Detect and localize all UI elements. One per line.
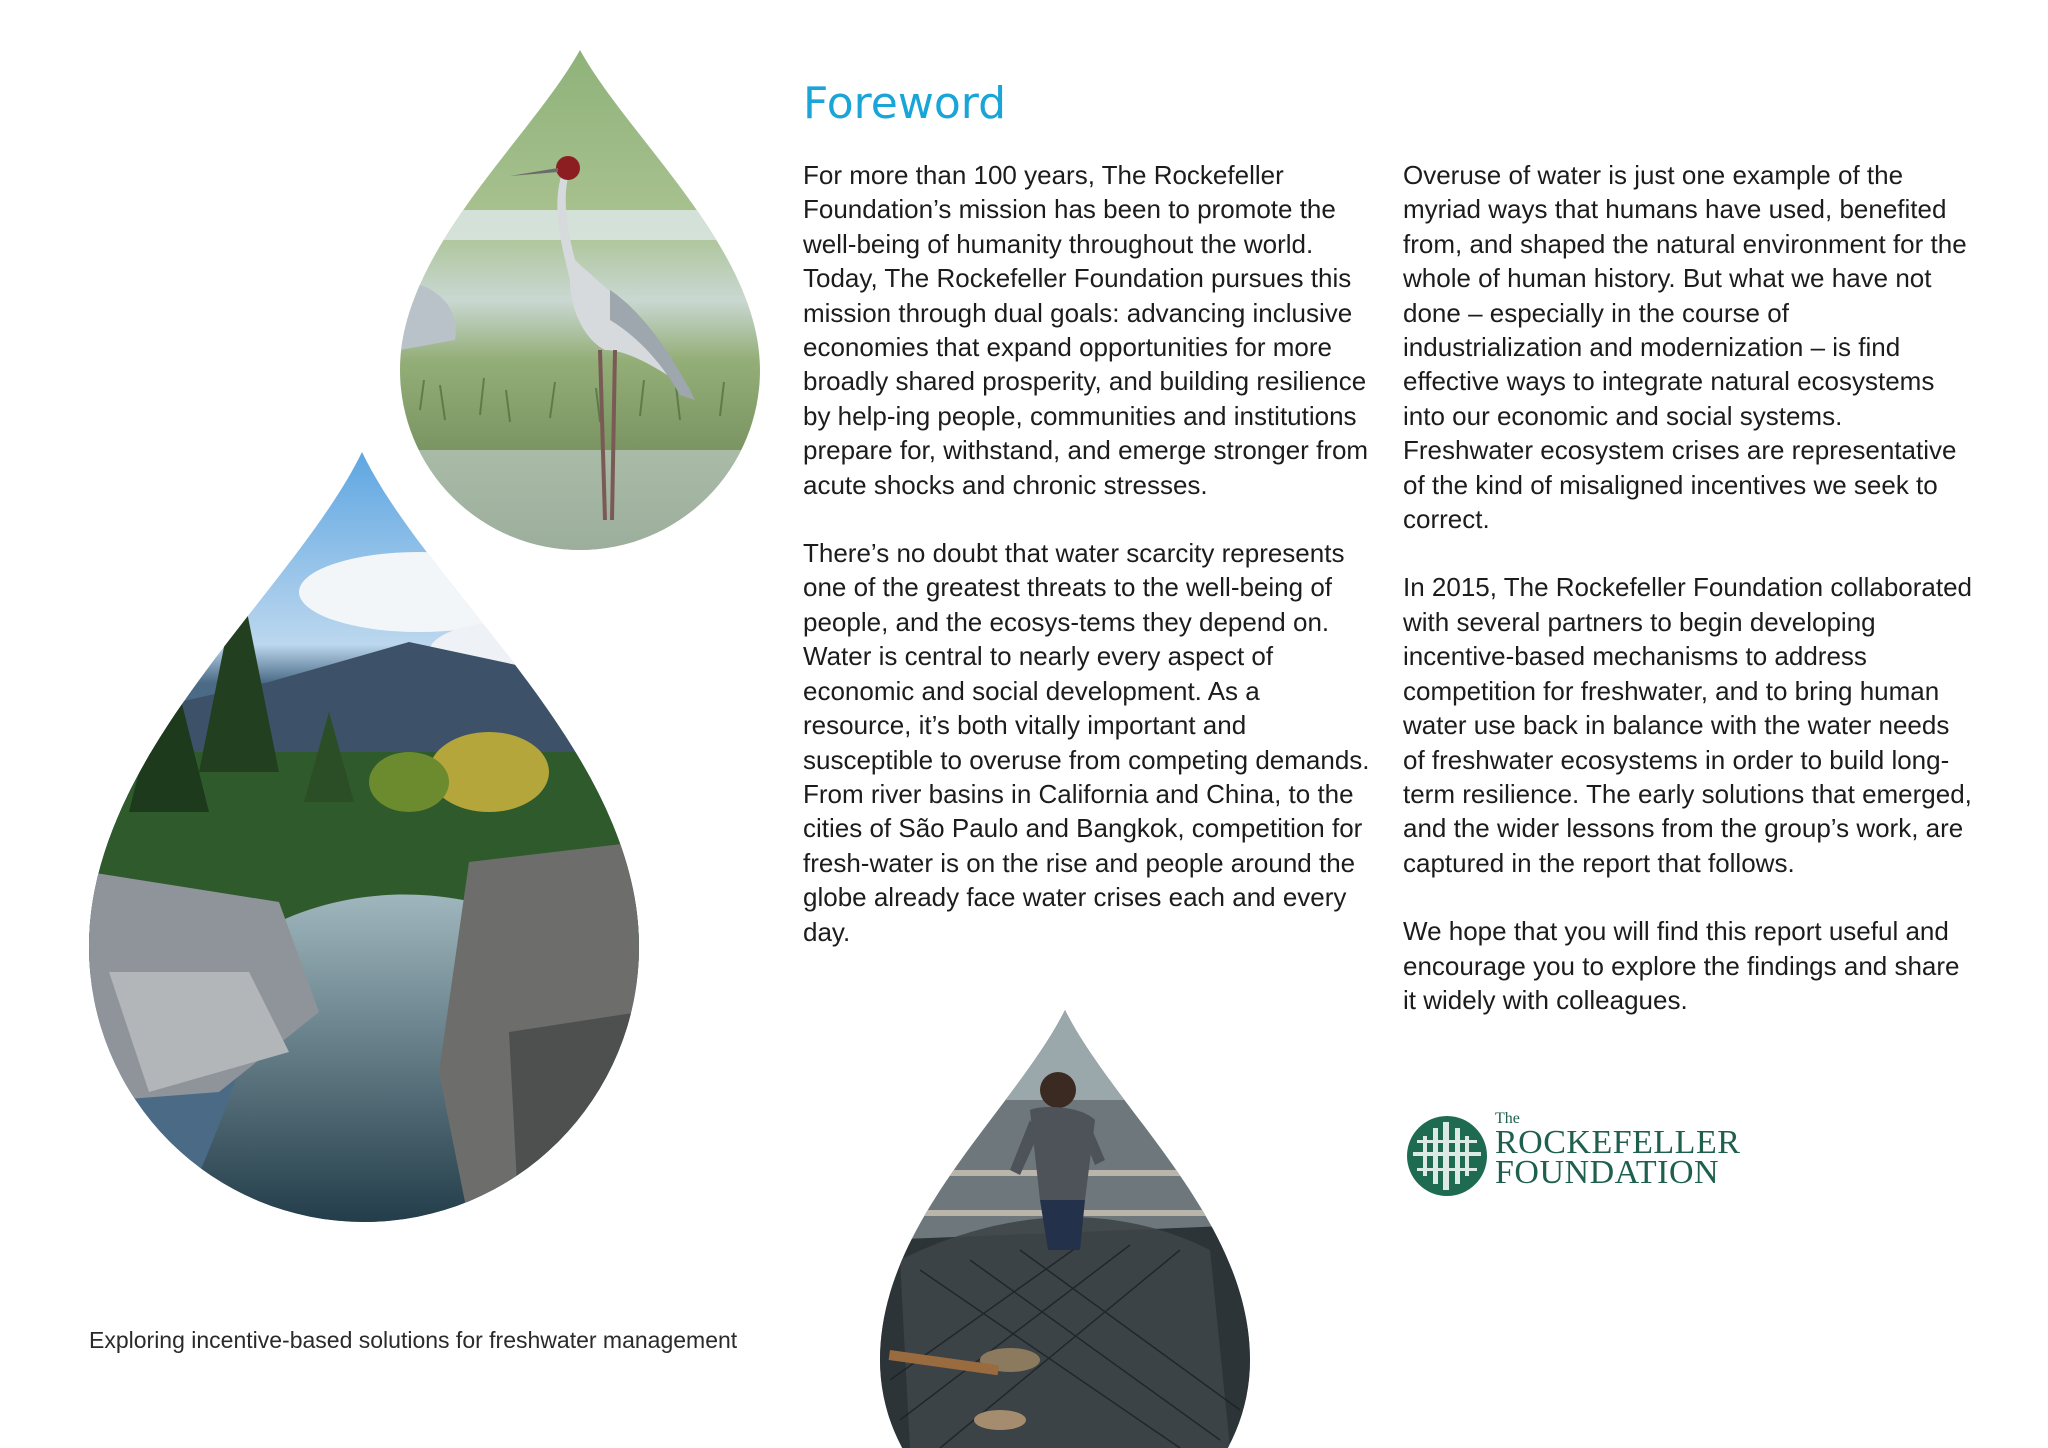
logo-foundation: FOUNDATION — [1495, 1154, 1720, 1191]
rockefeller-foundation-logo — [1405, 1110, 1745, 1202]
paragraph: There’s no doubt that water scarcity represents one of the greatest threats to the well-being of people, and the ecosys-tems they depend on. Water is central to nearly every aspect of economic and social development. As a resource, it’s both vitally important and susceptible to overuse from competing demands. From river basins in California and China, to the cities of São Paulo and Bangkok, competition for fresh-water is on the rise and people around the globe already face water crises each and every day. — [803, 538, 1370, 947]
page-title: Foreword — [803, 78, 1007, 129]
logo-the: The — [1495, 1110, 1520, 1127]
paragraph: In 2015, The Rockefeller Foundation collaborated with several partners to begin developing incentive-based mechanisms to address competition for freshwater, and to bring human water use back in balance with the water needs of freshwater ecosystems in order to build long-term resilience. The early solutions that emerged, and the wider lessons from the group’s work, are captured in the report that follows. — [1403, 572, 1973, 878]
globe-logo-icon — [1405, 1114, 1489, 1198]
paragraph: Overuse of water is just one example of the myriad ways that humans have used, benefited from, and shaped the natural environment for the whole of human history. But what we have not done – especially in the course of industrialization and modernization – is find effective ways to integrate natural ecosystems into our economic and social systems. Freshwater ecosystem crises are representative of the kind of misaligned incentives we seek to correct. — [1403, 160, 1967, 535]
logo-rockefeller: ROCKEFELLER — [1495, 1124, 1741, 1161]
paragraph: For more than 100 years, The Rockefeller Foundation’s mission has been to promote the well-being of humanity throughout the world. Today, The Rockefeller Foundation pursues this mission through dual goals: advancing inclusive economies that expand opportunities for more broadly shared prosperity, and building resilience by help-ing people, communities and institutions prepare for, withstand, and emerge stronger from acute shocks and chronic stresses. — [803, 160, 1369, 500]
left-text-column — [803, 158, 1373, 983]
fishing-photo-drop — [880, 1010, 1250, 1448]
footer-caption: Exploring incentive-based solutions for freshwater management — [89, 1327, 738, 1353]
right-text-column — [1403, 158, 1973, 1051]
river-photo-drop — [89, 452, 639, 1222]
paragraph: We hope that you will find this report useful and encourage you to explore the findings and share it widely with colleagues. — [1403, 916, 1960, 1015]
